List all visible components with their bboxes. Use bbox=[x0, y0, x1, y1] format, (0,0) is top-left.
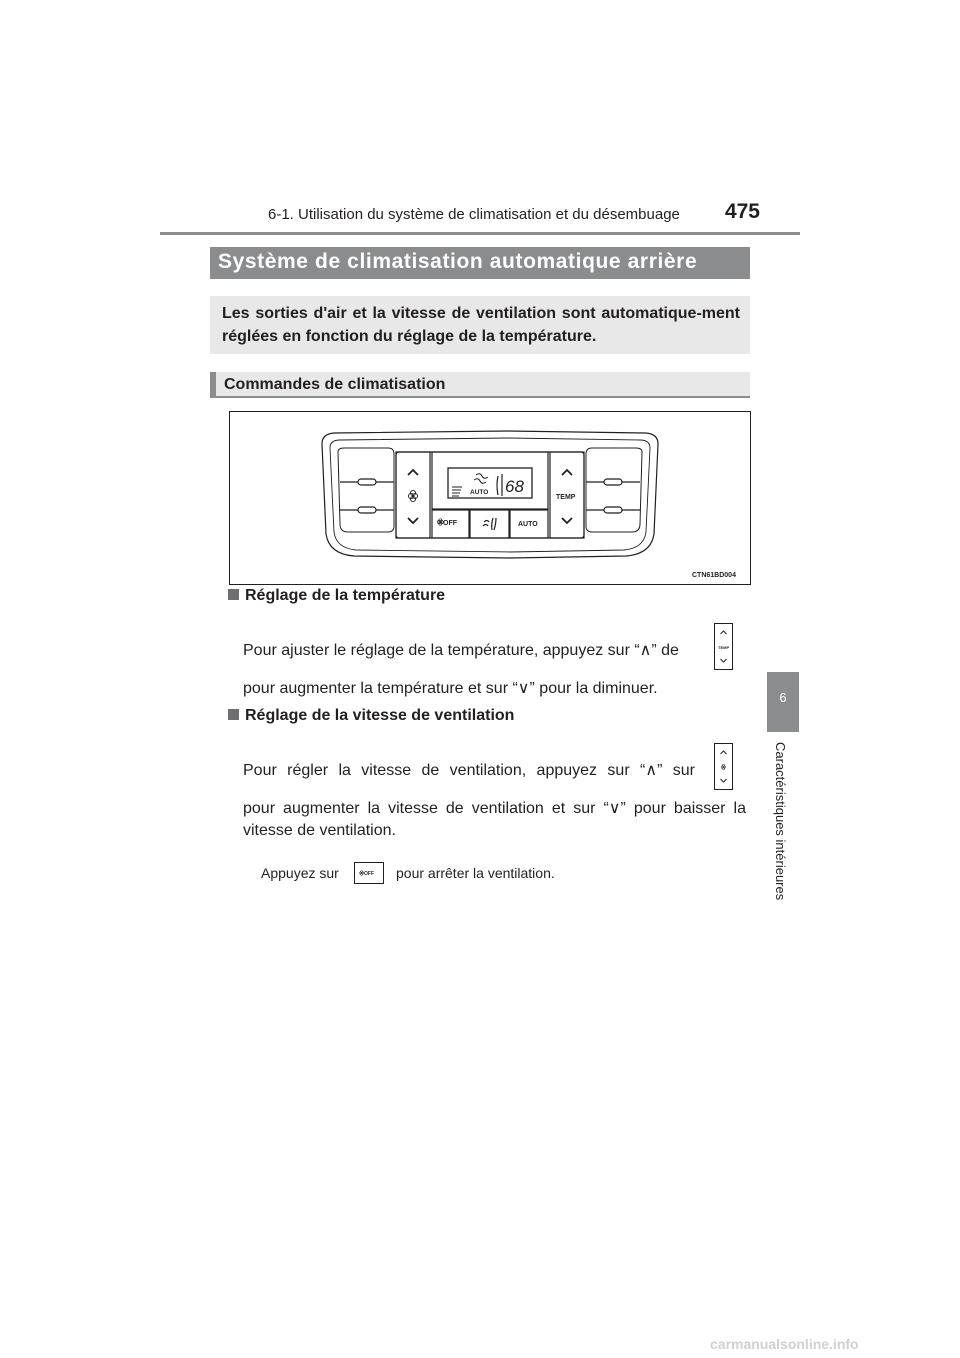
chapter-number: 6 bbox=[779, 690, 787, 705]
fan-text-line3: vitesse de ventilation. bbox=[243, 822, 396, 839]
subheading: Commandes de climatisation bbox=[224, 376, 446, 393]
control-panel-illustration bbox=[230, 412, 750, 584]
section-heading-fan-speed: Réglage de la vitesse de ventilation bbox=[228, 707, 514, 725]
fan-text-line1: Pour régler la vitesse de ventilation, appuyez sur “∧” sur bbox=[243, 762, 695, 779]
page-title: Système de climatisation automatique arrière bbox=[218, 250, 698, 273]
section-heading-temperature: Réglage de la température bbox=[228, 587, 445, 605]
temp-rocker-icon bbox=[714, 623, 733, 670]
header-section-title: 6-1. Utilisation du système de climatisation et du désembuage bbox=[268, 206, 680, 223]
temp-rocker-label: TEMP bbox=[556, 494, 576, 501]
auto-button-label: AUTO bbox=[518, 521, 538, 528]
display-auto-label: AUTO bbox=[470, 489, 489, 496]
control-panel-figure bbox=[229, 411, 751, 585]
footer-watermark: carmanualsonline.info bbox=[710, 1336, 859, 1352]
fan-rocker-icon bbox=[714, 743, 733, 790]
chapter-label: Caractéristiques intérieures bbox=[773, 742, 788, 901]
square-bullet-icon bbox=[228, 589, 239, 600]
fan-off-button-icon bbox=[354, 862, 384, 884]
fan-text-line2: pour augmenter la vitesse de ventilation et sur “∨” pour baisser la bbox=[243, 800, 746, 817]
temperature-text-line1: Pour ajuster le réglage de la température, appuyez sur “∧” de bbox=[243, 642, 679, 659]
figure-code: CTN61BD004 bbox=[692, 572, 736, 579]
off-button-label: OFF bbox=[443, 520, 457, 527]
svg-text:TEMP: TEMP bbox=[718, 645, 730, 650]
note-text-before: Appuyez sur bbox=[261, 865, 339, 881]
header-rule bbox=[160, 232, 800, 235]
square-bullet-icon bbox=[228, 709, 239, 720]
svg-text:OFF: OFF bbox=[364, 871, 374, 877]
note-text-after: pour arrêter la ventilation. bbox=[396, 865, 555, 881]
intro-text: Les sorties d'air et la vitesse de ventilation sont automatique-ment réglées en fonction du réglage de la température. bbox=[222, 305, 740, 345]
page-number: 475 bbox=[724, 200, 760, 223]
temperature-text-line2: pour augmenter la température et sur “∨” pour la diminuer. bbox=[243, 680, 658, 697]
display-temperature: 68 bbox=[505, 477, 524, 496]
